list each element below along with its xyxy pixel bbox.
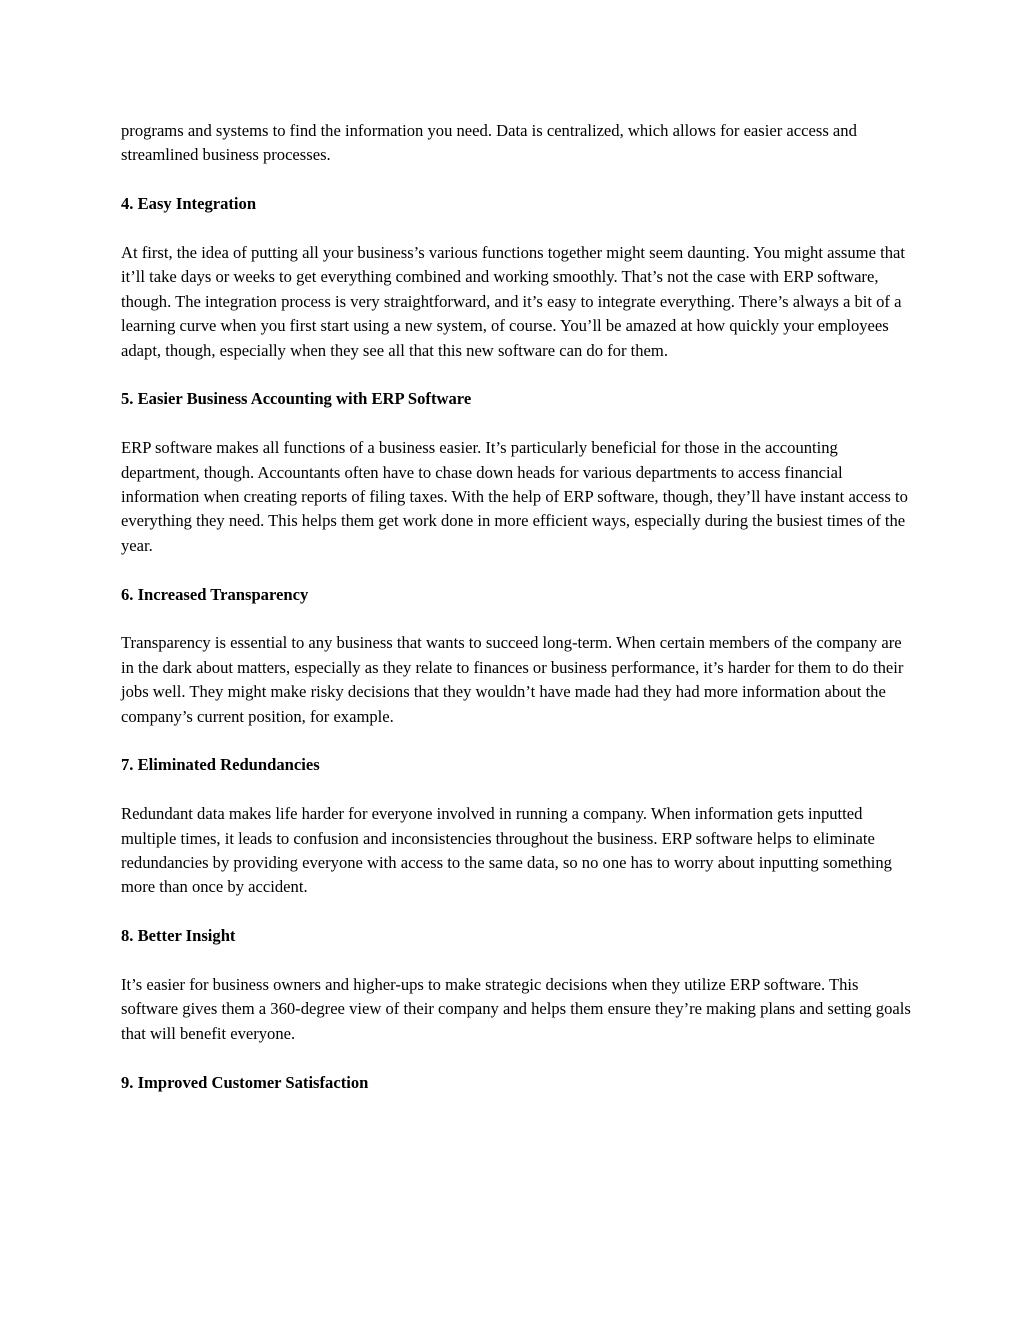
paragraph-spacer	[121, 778, 911, 802]
heading-eliminated-redundancies: 7. Eliminated Redundancies	[121, 755, 320, 775]
paragraph-spacer	[121, 558, 911, 582]
heading-easy-integration: 4. Easy Integration	[121, 194, 257, 214]
paragraph-spacer	[121, 168, 911, 192]
paragraph-intro-continued: programs and systems to find the information you need. Data is centralized, which allows for easier access and streamlined business processes.	[121, 121, 857, 165]
heading-better-insight: 8. Better Insight	[121, 926, 236, 946]
paragraph-better-insight: It’s easier for business owners and higher-ups to make strategic decisions when they utilize ERP software. This software gives them a 360-degree view of their company and helps them ensure they’re making plans and setting goals that will benefit everyone.	[121, 975, 911, 1043]
heading-increased-transparency: 6. Increased Transparency	[121, 584, 309, 604]
paragraph-easy-integration: At first, the idea of putting all your business’s various functions together might seem daunting. You might assume that it’ll take days or weeks to get everything combined and working smoothly. That’s not the case with ERP software, though. The integration process is very straightforward, and it’s easy to integrate everything. There’s always a bit of a learning curve when you first start using a new system, of course. You’ll be amazed at how quickly your employees adapt, though, especially when they see all that this new software can do for them.	[121, 243, 905, 360]
paragraph-spacer	[121, 607, 911, 631]
paragraph-spacer	[121, 217, 911, 241]
paragraph-spacer	[121, 1046, 911, 1070]
paragraph-spacer	[121, 412, 911, 436]
document-page	[121, 119, 911, 1095]
paragraph-increased-transparency: Transparency is essential to any business that wants to succeed long-term. When certain members of the company are in the dark about matters, especially as they relate to finances or business performance, it’s harder for them to do their jobs well. They might make risky decisions that they wouldn’t have made had they had more information about the company’s current position, for example.	[121, 633, 904, 726]
heading-business-accounting: 5. Easier Business Accounting with ERP Software	[121, 389, 472, 409]
paragraph-spacer	[121, 900, 911, 924]
heading-customer-satisfaction: 9. Improved Customer Satisfaction	[121, 1072, 369, 1092]
paragraph-spacer	[121, 949, 911, 973]
paragraph-eliminated-redundancies: Redundant data makes life harder for everyone involved in running a company. When information gets inputted multiple times, it leads to confusion and inconsistencies throughout the business. ERP software helps to eliminate redundancies by providing everyone with access to the same data, so no one has to worry about inputting something more than once by accident.	[121, 804, 892, 897]
paragraph-business-accounting: ERP software makes all functions of a business easier. It’s particularly beneficial for those in the accounting department, though. Accountants often have to chase down heads for various departments to access financial information when creating reports of filing taxes. With the help of ERP software, though, they’ll have instant access to everything they need. This helps them get work done in more efficient ways, especially during the busiest times of the year.	[121, 438, 908, 555]
paragraph-spacer	[121, 729, 911, 753]
paragraph-spacer	[121, 363, 911, 387]
